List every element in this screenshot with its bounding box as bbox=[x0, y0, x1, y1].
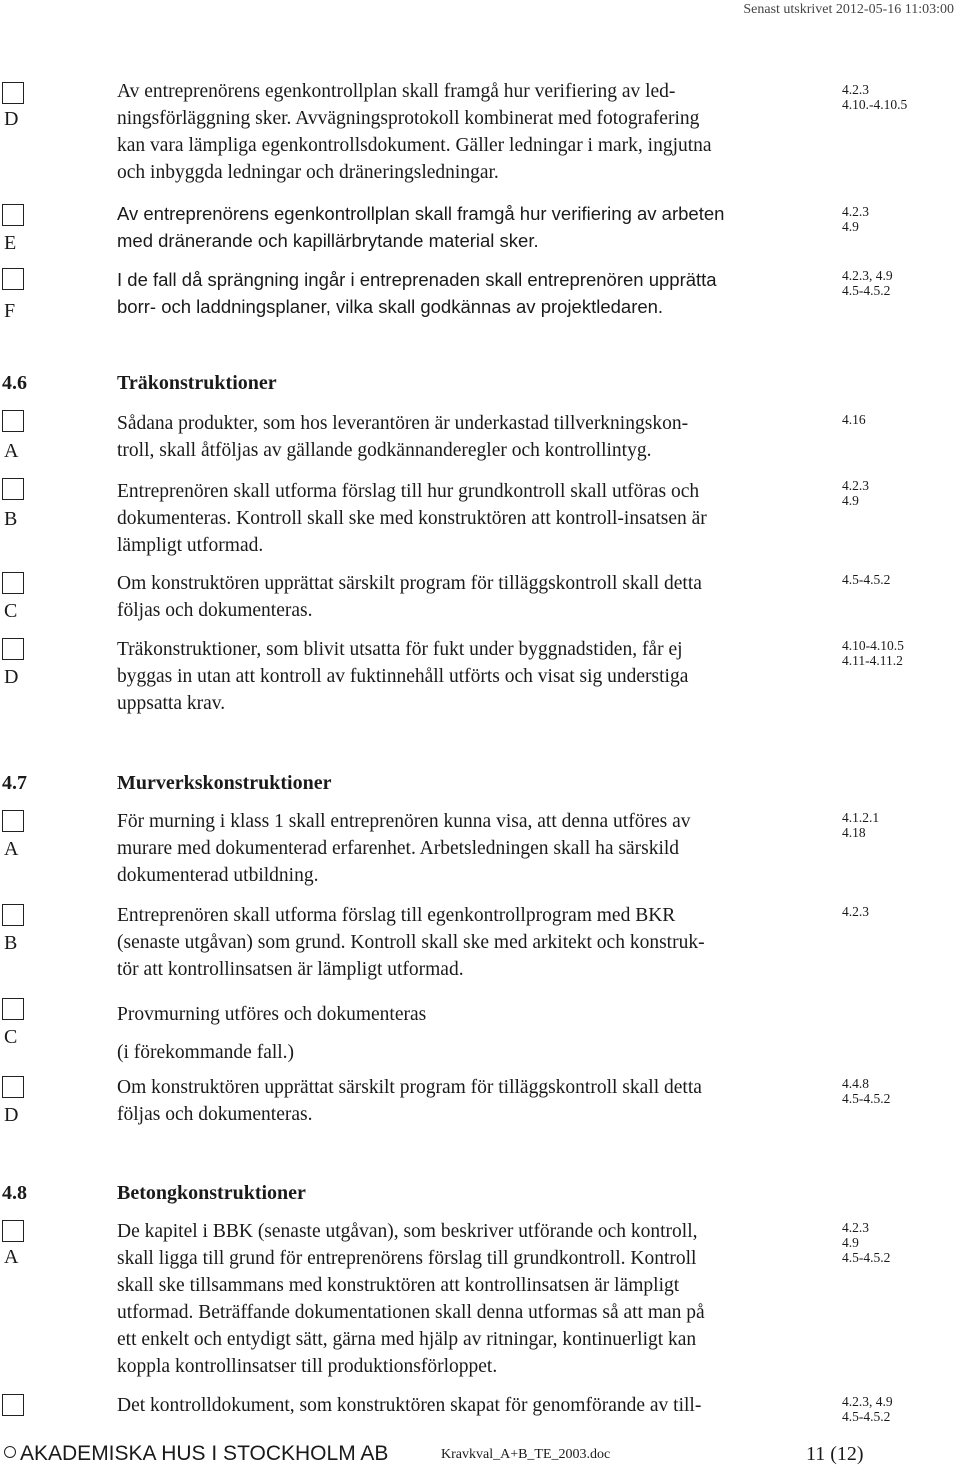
copyright-icon bbox=[4, 1446, 16, 1458]
item-text: Om konstruktören upprättat särskilt program för tilläggskontroll skall detta följas och dokumenteras. bbox=[117, 1077, 702, 1125]
item-text: Entreprenören skall utforma förslag till hur grundkontroll skall utföras och dokumenteras. Kontroll skall ske med konstruktören att kontroll-insatsen är lämpligt utformad. bbox=[117, 481, 707, 556]
item-text: Träkonstruktioner, som blivit utsatta för fukt under byggnadstiden, får ej byggas in utan att kontroll av fuktinnehåll utförts och visat sig understiga uppsatta krav. bbox=[117, 639, 689, 714]
section-title: Murverkskonstruktioner bbox=[117, 772, 332, 794]
footer-filename: Kravkval_A+B_TE_2003.doc bbox=[441, 1447, 611, 1462]
item-references: 4.10-4.10.5 4.11-4.11.2 bbox=[842, 638, 904, 668]
section-number: 4.6 bbox=[2, 372, 27, 394]
section-title: Träkonstruktioner bbox=[117, 372, 277, 394]
item-letter: F bbox=[4, 300, 16, 322]
item-text: För murning i klass 1 skall entreprenören kunna visa, att denna utföres av murare med dokumenterad erfarenhet. Arbetsledningen skall ha särskild dokumenterad utbildning. bbox=[117, 811, 691, 886]
item-text: Entreprenören skall utforma förslag till egenkontrollprogram med BKR (senaste utgåvan) som grund. Kontroll skall ske med arkitekt och konstruk- tör att kontrollinsatsen är lämpligt utformad. bbox=[117, 905, 705, 980]
footer-organization: AKADEMISKA HUS I STOCKHOLM AB bbox=[20, 1442, 389, 1465]
item-text: Om konstruktören upprättat särskilt program för tilläggskontroll skall detta följas och dokumenteras. bbox=[117, 573, 702, 621]
item-letter: C bbox=[4, 600, 18, 622]
checkbox[interactable] bbox=[2, 1220, 24, 1242]
item-references: 4.2.3 bbox=[842, 904, 869, 919]
item-references: 4.2.3, 4.9 4.5-4.5.2 bbox=[842, 268, 893, 298]
checkbox[interactable] bbox=[2, 810, 24, 832]
section-number: 4.8 bbox=[2, 1182, 27, 1204]
item-letter: D bbox=[4, 1104, 19, 1126]
item-text: Provmurning utföres och dokumenteras (i förekommande fall.) bbox=[117, 1004, 427, 1063]
item-text: De kapitel i BBK (senaste utgåvan), som beskriver utförande och kontroll, skall ligga till grund för entreprenörens förslag till grundkontroll. Kontroll skall ske tillsammans med konstruktören att kontrollinsatsen är lämpligt utformad. Beträffande dokumentationen skall denna utformas så att man på ett enkelt och entydigt sätt, gärna med hjälp av ritningar, kontinuerligt kan koppla kontrollinsatser till produktionsförloppet. bbox=[117, 1221, 705, 1377]
item-references: 4.1.2.1 4.18 bbox=[842, 810, 880, 840]
item-text: I de fall då sprängning ingår i entreprenaden skall entreprenören upprätta borr- och laddningsplaner, vilka skall godkännas av projektledaren. bbox=[117, 269, 717, 317]
item-references: 4.5-4.5.2 bbox=[842, 572, 891, 587]
item-text: Av entreprenörens egenkontrollplan skall framgå hur verifiering av arbeten med dränerande och kapillärbrytande material sker. bbox=[117, 203, 725, 251]
checkbox[interactable] bbox=[2, 268, 24, 290]
section-title: Betongkonstruktioner bbox=[117, 1182, 306, 1204]
item-text: Sådana produkter, som hos leverantören är underkastad tillverkningskon- troll, skall åtföljas av gällande godkännanderegler och kontrollintyg. bbox=[117, 413, 689, 461]
item-text: Av entreprenörens egenkontrollplan skall framgå hur verifiering av led- ningsförläggning sker. Avvägningsprotokoll kombinerat med fotografering kan vara lämpliga egenkontrollsdokument. Gäller ledningar i mark, ingjutna och inbyggda ledningar och dräneringsledningar. bbox=[117, 81, 712, 183]
item-references: 4.16 bbox=[842, 412, 866, 427]
checkbox[interactable] bbox=[2, 998, 24, 1020]
item-letter: C bbox=[4, 1026, 18, 1048]
checkbox[interactable] bbox=[2, 82, 24, 104]
checkbox[interactable] bbox=[2, 904, 24, 926]
print-timestamp: Senast utskrivet 2012-05-16 11:03:00 bbox=[743, 2, 954, 17]
item-references: 4.2.3, 4.9 4.5-4.5.2 bbox=[842, 1394, 893, 1424]
checkbox[interactable] bbox=[2, 478, 24, 500]
item-letter: E bbox=[4, 232, 17, 254]
item-references: 4.2.3 4.10.-4.10.5 bbox=[842, 82, 908, 112]
item-letter: D bbox=[4, 108, 19, 130]
footer-page-number: 11 (12) bbox=[806, 1443, 864, 1465]
checkbox[interactable] bbox=[2, 410, 24, 432]
item-text: Det kontrolldokument, som konstruktören skapat för genomförande av till- bbox=[117, 1395, 702, 1416]
checkbox[interactable] bbox=[2, 1394, 24, 1416]
item-references: 4.2.3 4.9 4.5-4.5.2 bbox=[842, 1220, 891, 1265]
checkbox[interactable] bbox=[2, 638, 24, 660]
item-references: 4.2.3 4.9 bbox=[842, 204, 869, 234]
item-letter: B bbox=[4, 932, 18, 954]
item-letter: A bbox=[4, 838, 19, 860]
checkbox[interactable] bbox=[2, 1076, 24, 1098]
item-references: 4.2.3 4.9 bbox=[842, 478, 869, 508]
section-number: 4.7 bbox=[2, 772, 27, 794]
item-references: 4.4.8 4.5-4.5.2 bbox=[842, 1076, 891, 1106]
item-letter: A bbox=[4, 440, 19, 462]
item-letter: D bbox=[4, 666, 19, 688]
checkbox[interactable] bbox=[2, 204, 24, 226]
item-letter: B bbox=[4, 508, 18, 530]
checkbox[interactable] bbox=[2, 572, 24, 594]
item-letter: A bbox=[4, 1246, 19, 1268]
page-footer bbox=[0, 1442, 960, 1468]
